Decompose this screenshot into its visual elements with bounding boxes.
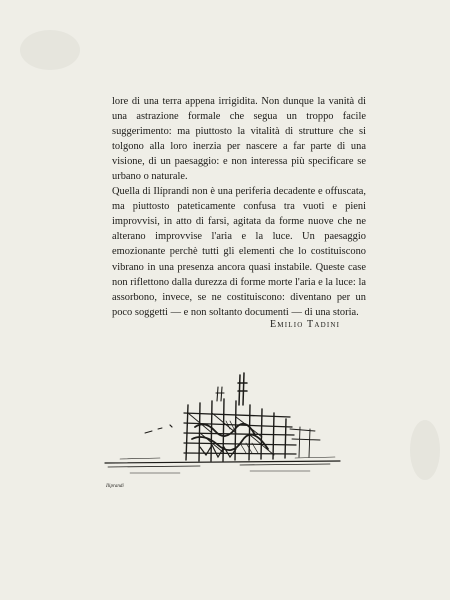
drawing-signature: Iliprandi <box>106 484 124 489</box>
paragraph: lore di una terra appena irrigidita. Non dunque la vanità di una astrazione formale che segua un troppo facile suggerimento: ma piuttosto la vitalità di strutture che si tolgono alla loro inerzia per nascere a far parte di una visione, di un paesaggio: e non interessa più specificare se urbano o naturale. <box>112 96 366 183</box>
author-signature: Emilio Tadini <box>270 319 341 330</box>
paper-stain <box>20 30 80 70</box>
paragraph: Quella di Ilíprandi non è una periferia decadente e offuscata, ma piuttosto pateticamente confusa tra vuoti e pieni improvvisi, in atto di farsi, agitata da forme nuove che ne alterano improvvise l'aria e la luce. Un paesaggio emozionante perchè tutti gli elementi che lo costituiscono vibrano in una presenza ancora quasi instabile. Queste case non riflettono dalla durezza di forme morte l'aria e la luce: la assorbono, invece, se ne costituiscono: diventano per un poco soggetti — e non soltanto documenti — di una storia. <box>112 186 366 318</box>
sketch-drawing-icon <box>100 365 360 500</box>
paper-stain <box>410 420 440 480</box>
article-text <box>112 94 366 320</box>
